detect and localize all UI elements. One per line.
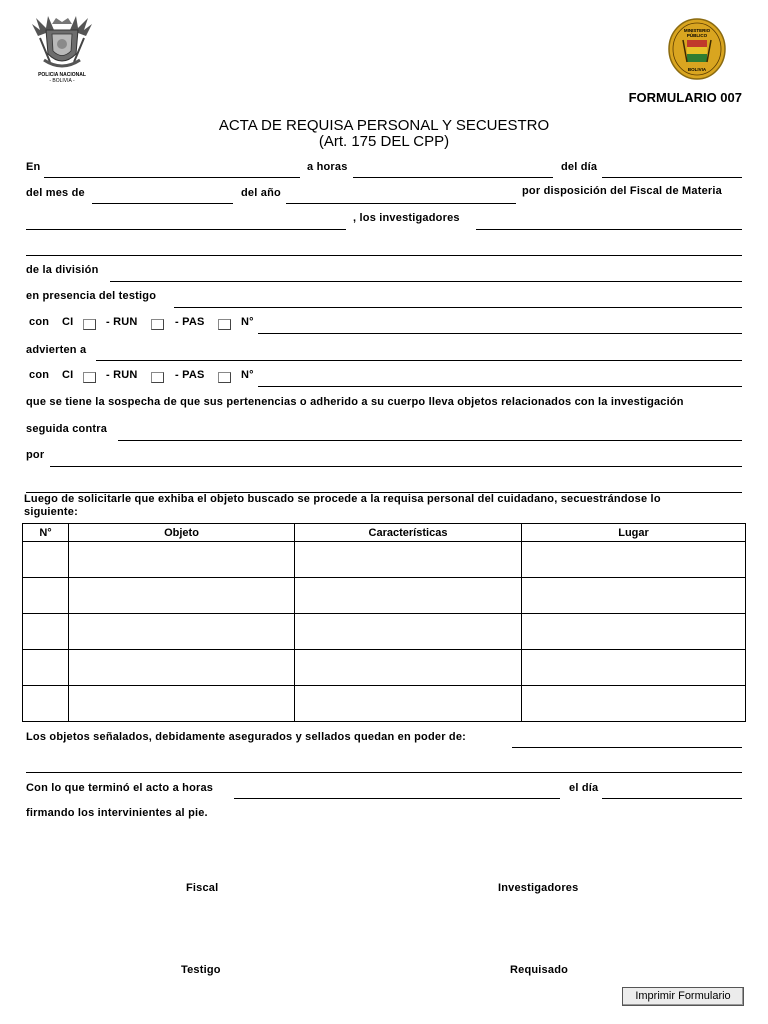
checkbox-run-2[interactable] <box>151 372 164 383</box>
label-en-presencia: en presencia del testigo <box>26 290 157 302</box>
items-table <box>22 523 746 722</box>
input-por[interactable] <box>50 466 742 467</box>
signature-investigadores: Investigadores <box>498 882 579 894</box>
cell-objeto[interactable] <box>69 542 295 578</box>
seal-text-2: PÚBLICO <box>686 33 708 38</box>
input-mes[interactable] <box>92 203 233 204</box>
header-numero: N° <box>23 524 69 542</box>
input-hora-fin[interactable] <box>234 798 560 799</box>
police-emblem-icon <box>30 14 94 74</box>
form-code: FORMULARIO 007 <box>628 90 742 105</box>
label-por: por <box>26 449 45 461</box>
checkbox-ci-2[interactable] <box>83 372 96 383</box>
table-row <box>23 578 746 614</box>
label-pas-1: - PAS <box>175 316 205 328</box>
input-investigadores[interactable] <box>476 229 742 230</box>
cell-lugar[interactable] <box>522 578 746 614</box>
label-firmando: firmando los intervinientes al pie. <box>26 807 208 819</box>
table-row <box>23 542 746 578</box>
police-caption-2: - BOLIVIA - <box>49 78 75 84</box>
label-run-1: - RUN <box>106 316 138 328</box>
input-en-poder-de-cont[interactable] <box>26 772 742 773</box>
input-dia-fin[interactable] <box>602 798 742 799</box>
input-anio[interactable] <box>286 203 516 204</box>
header-objeto: Objeto <box>69 524 295 542</box>
label-de-la-division: de la división <box>26 264 99 276</box>
label-los-investigadores: , los investigadores <box>353 212 460 224</box>
cell-objeto[interactable] <box>69 614 295 650</box>
checkbox-ci-1[interactable] <box>83 319 96 330</box>
label-el-dia: el día <box>569 782 599 794</box>
cell-caracteristicas[interactable] <box>295 614 522 650</box>
seal-text-3: BOLIVIA <box>687 67 707 72</box>
input-horas[interactable] <box>353 177 553 178</box>
header-lugar: Lugar <box>522 524 746 542</box>
input-investigadores-cont[interactable] <box>26 255 742 256</box>
page-subtitle: (Art. 175 DEL CPP) <box>318 133 450 150</box>
label-por-disposicion: por disposición del Fiscal de Materia <box>522 185 722 197</box>
label-advierten-a: advierten a <box>26 344 87 356</box>
label-numero-2: N° <box>241 369 254 381</box>
cell-numero[interactable] <box>23 686 69 722</box>
checkbox-run-1[interactable] <box>151 319 164 330</box>
input-seguida-contra[interactable] <box>118 440 742 441</box>
label-luego-1: Luego de solicitarle que exhiba el objeto buscado se procede a la requisa personal del cuidadano, secuestrándose lo <box>24 493 661 505</box>
label-del-mes-de: del mes de <box>26 187 85 199</box>
label-run-2: - RUN <box>106 369 138 381</box>
print-form-button[interactable]: Imprimir Formulario <box>622 987 744 1006</box>
cell-lugar[interactable] <box>522 650 746 686</box>
input-dia[interactable] <box>602 177 742 178</box>
label-con-lo-que: Con lo que terminó el acto a horas <box>26 782 214 794</box>
seal-text-1: MINISTERIO <box>683 28 711 33</box>
table-row <box>23 614 746 650</box>
input-en-poder-de[interactable] <box>512 747 742 748</box>
label-del-dia: del día <box>561 161 598 173</box>
label-a-horas: a horas <box>307 161 348 173</box>
label-ci-1: CI <box>62 316 74 328</box>
input-numero-doc-2[interactable] <box>258 386 742 387</box>
label-sospecha: que se tiene la sospecha de que sus pertenencias o adherido a su cuerpo lleva objetos relacionados con la investigación <box>26 396 684 408</box>
label-objetos-senalados: Los objetos señalados, debidamente asegurados y sellados quedan en poder de: <box>26 731 467 743</box>
label-pas-2: - PAS <box>175 369 205 381</box>
cell-lugar[interactable] <box>522 614 746 650</box>
cell-caracteristicas[interactable] <box>295 686 522 722</box>
label-ci-2: CI <box>62 369 74 381</box>
police-caption-1: POLICIA NACIONAL <box>38 72 86 78</box>
checkbox-pas-1[interactable] <box>218 319 231 330</box>
label-del-anio: del año <box>241 187 281 199</box>
cell-objeto[interactable] <box>69 650 295 686</box>
cell-caracteristicas[interactable] <box>295 542 522 578</box>
signature-testigo: Testigo <box>181 964 221 976</box>
cell-objeto[interactable] <box>69 686 295 722</box>
checkbox-pas-2[interactable] <box>218 372 231 383</box>
signature-requisado: Requisado <box>510 964 569 976</box>
label-numero-1: N° <box>241 316 254 328</box>
table-row <box>23 686 746 722</box>
table-row <box>23 650 746 686</box>
signature-fiscal: Fiscal <box>186 882 219 894</box>
label-con-2: con <box>29 369 50 381</box>
page-title: ACTA DE REQUISA PERSONAL Y SECUESTRO <box>218 117 550 134</box>
cell-caracteristicas[interactable] <box>295 578 522 614</box>
cell-numero[interactable] <box>23 542 69 578</box>
input-fiscal[interactable] <box>26 229 346 230</box>
ministry-seal <box>668 18 726 80</box>
input-testigo[interactable] <box>174 307 742 308</box>
header-caracteristicas: Características <box>295 524 522 542</box>
input-advierten[interactable] <box>96 360 742 361</box>
label-con-1: con <box>29 316 50 328</box>
police-logo <box>30 14 94 86</box>
input-lugar[interactable] <box>44 177 300 178</box>
label-luego-2: siguiente: <box>24 506 78 518</box>
cell-numero[interactable] <box>23 578 69 614</box>
label-en: En <box>26 161 41 173</box>
cell-objeto[interactable] <box>69 578 295 614</box>
cell-numero[interactable] <box>23 614 69 650</box>
label-seguida-contra: seguida contra <box>26 423 108 435</box>
table-header-row <box>23 524 746 542</box>
input-numero-doc-1[interactable] <box>258 333 742 334</box>
cell-numero[interactable] <box>23 650 69 686</box>
cell-lugar[interactable] <box>522 542 746 578</box>
input-division[interactable] <box>110 281 742 282</box>
cell-lugar[interactable] <box>522 686 746 722</box>
cell-caracteristicas[interactable] <box>295 650 522 686</box>
